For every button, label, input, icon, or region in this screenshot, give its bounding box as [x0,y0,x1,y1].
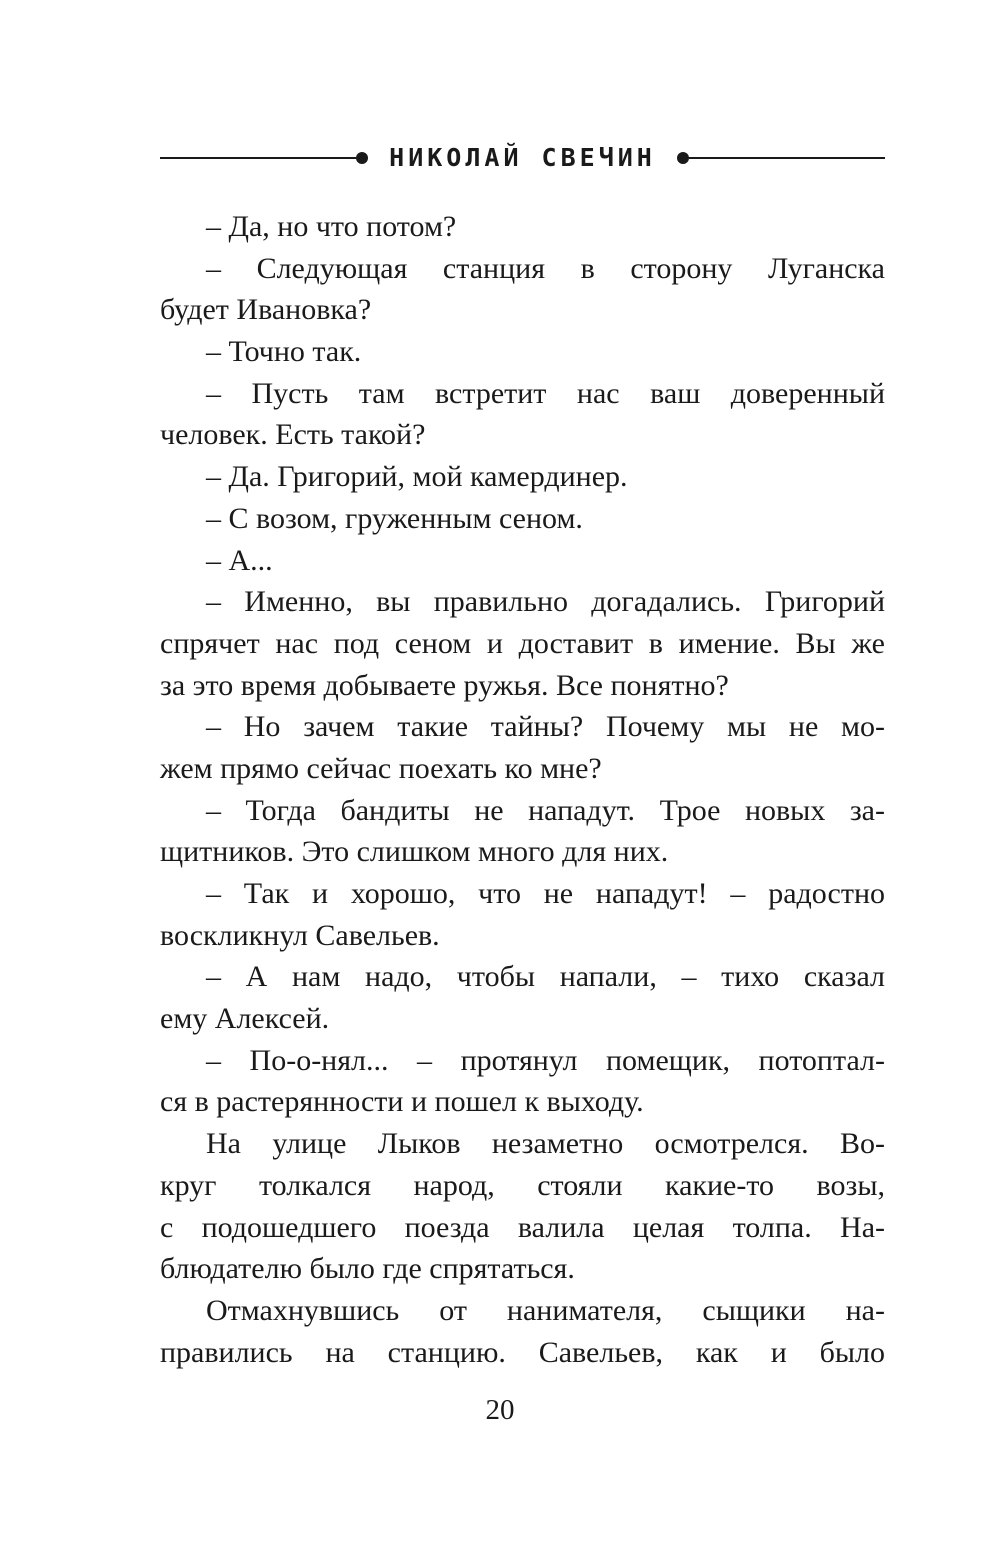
body-text [160,206,885,1373]
text-line: – Именно, вы правильно догадались. Григорий [206,585,885,619]
text-line: воскликнул Савельев. [160,918,440,952]
text-line: – Тогда бандиты не нападут. Трое новых за- [206,793,885,827]
text-line: щитников. Это слишком много для них. [160,835,669,869]
text-line: с подошедшего поезда валила целая толпа. На- [160,1210,885,1244]
text-line: жем прямо сейчас поехать ко мне? [160,751,602,785]
text-line: спрячет нас под сеном и доставит в имение. Вы же [160,626,885,660]
text-line: – Пусть там встретит нас ваш доверенный [206,376,885,410]
text-line: – Да. Григорий, мой камердинер. [206,460,628,494]
running-head [160,138,885,178]
text-line: за это время добываете ружья. Все понятно? [160,668,729,702]
page-number: 20 [485,1394,515,1426]
text-line: – По-о-нял... – протянул помещик, потоптал- [206,1043,885,1077]
text-line: круг толкался народ, стояли какие-то возы, [160,1168,885,1202]
text-line: – Но зачем такие тайны? Почему мы не мо- [206,710,885,744]
header-bullet-right [677,152,689,164]
text-line: – Точно так. [206,335,362,369]
text-line: ему Алексей. [160,1002,330,1036]
header-rule-right [689,157,885,159]
text-line: – Так и хорошо, что не нападут! – радостно [206,877,885,910]
text-line: – Да, но что потом? [206,210,457,243]
text-line: ся в растерянности и пошел к выходу. [160,1085,644,1119]
text-line: – С возом, груженным сеном. [206,501,583,535]
text-line: На улице Лыков незаметно осмотрелся. Во- [206,1127,885,1161]
text-line: человек. Есть такой? [160,418,426,452]
text-line: будет Ивановка? [160,293,372,327]
author-name: НИКОЛАЙ СВЕЧИН [389,143,656,172]
text-line: правились на станцию. Савельев, как и было [160,1335,885,1369]
text-line: – А нам надо, чтобы напали, – тихо сказал [206,960,885,994]
text-line: – Следующая станция в сторону Луганска [206,251,885,285]
text-line: – А... [206,543,273,577]
text-line: блюдателю было где спрятаться. [160,1252,575,1286]
text-line: Отмахнувшись от нанимателя, сыщики на- [206,1293,885,1327]
